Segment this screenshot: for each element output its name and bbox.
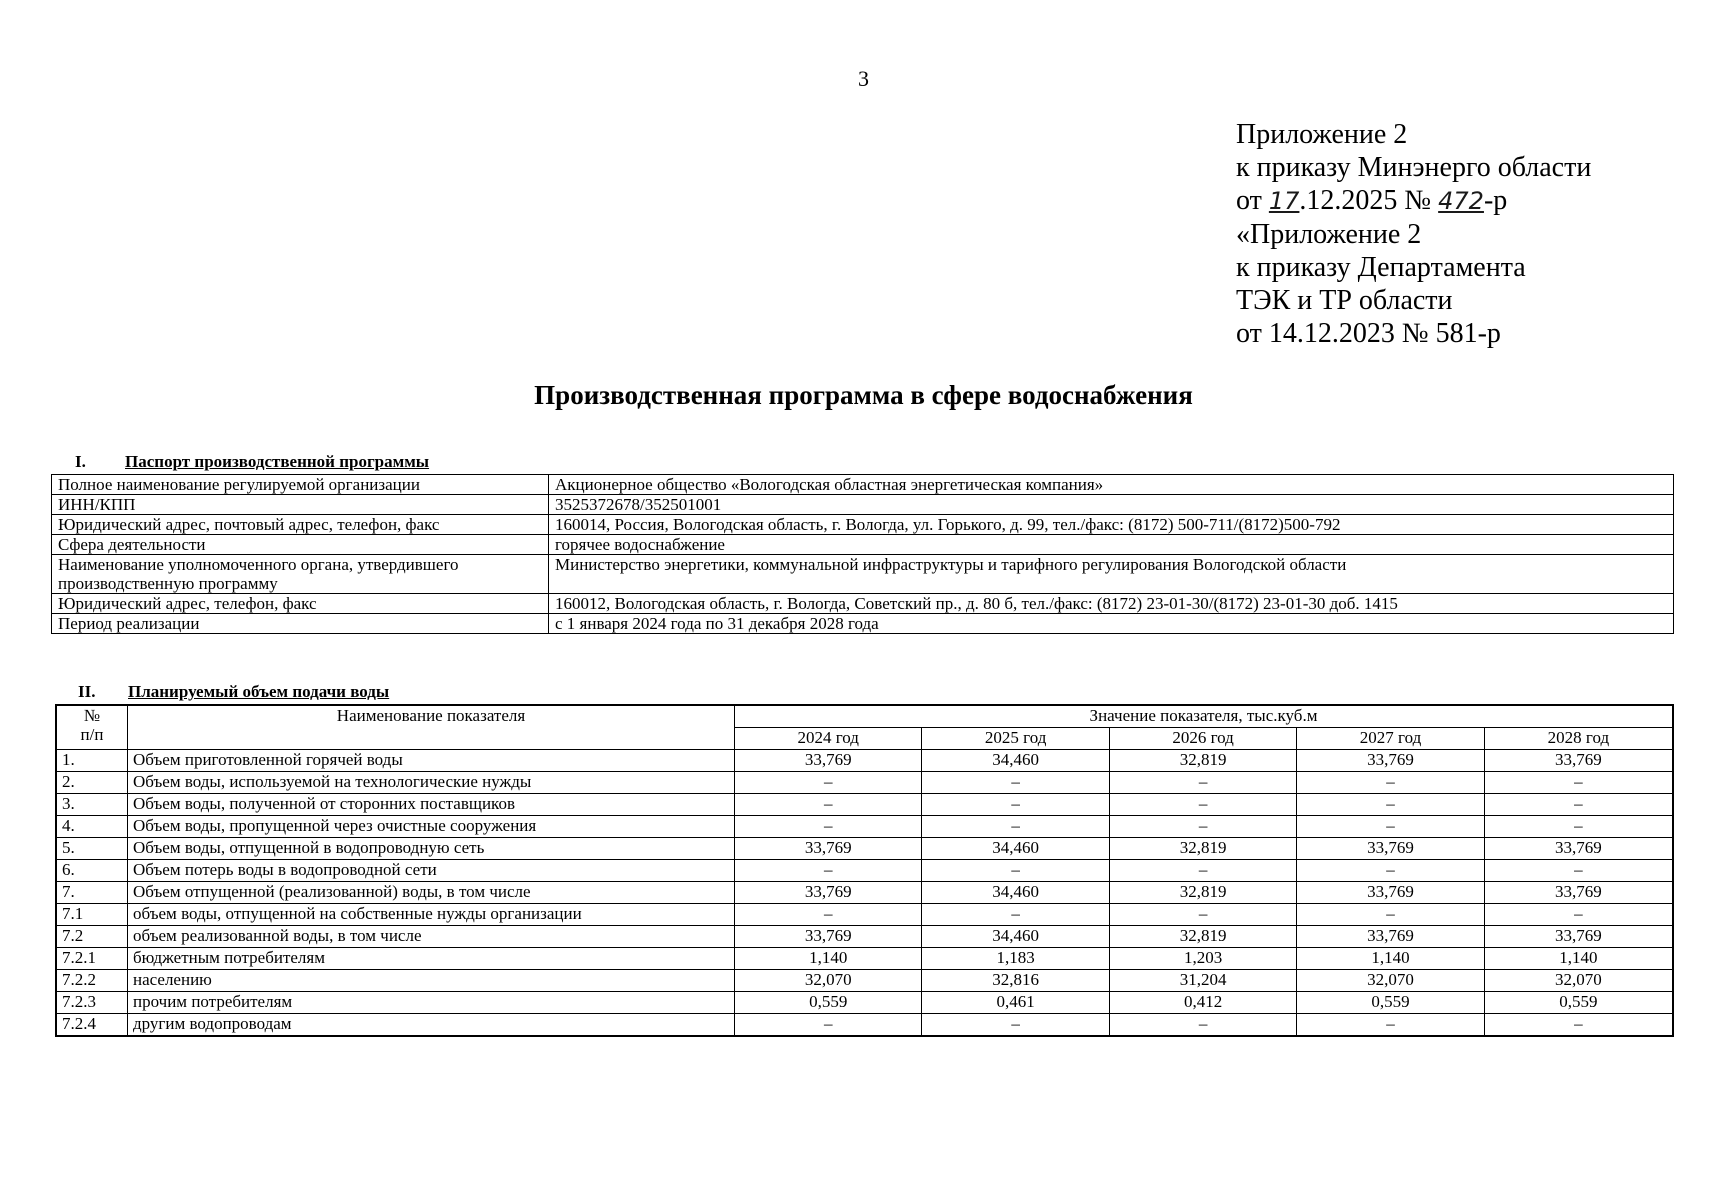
row-value: – xyxy=(922,772,1109,794)
passport-value: 3525372678/352501001 xyxy=(549,495,1674,515)
row-value: 33,769 xyxy=(1484,882,1673,904)
table-row xyxy=(56,992,1673,1014)
row-number: 5. xyxy=(56,838,128,860)
appendix-order-prefix: от xyxy=(1236,185,1269,216)
section-2-title: Планируемый объем подачи воды xyxy=(128,682,390,701)
row-value: – xyxy=(922,904,1109,926)
row-value: 33,769 xyxy=(735,926,922,948)
row-value: 33,769 xyxy=(1297,838,1484,860)
row-value: – xyxy=(1297,1014,1484,1037)
passport-value: горячее водоснабжение xyxy=(549,535,1674,555)
row-value: 33,769 xyxy=(735,882,922,904)
table-row xyxy=(56,794,1673,816)
row-value: 33,769 xyxy=(1297,926,1484,948)
passport-row xyxy=(52,614,1674,634)
row-value: – xyxy=(1484,1014,1673,1037)
appendix-line: к приказу Минэнерго области xyxy=(1236,152,1592,183)
passport-row xyxy=(52,495,1674,515)
row-value: 32,070 xyxy=(1484,970,1673,992)
passport-label: Сфера деятельности xyxy=(52,535,549,555)
row-value: 33,769 xyxy=(1297,882,1484,904)
row-value: 33,769 xyxy=(735,750,922,772)
page-number: 3 xyxy=(858,66,869,91)
appendix-line: от 14.12.2023 № 581-р xyxy=(1236,318,1501,349)
column-header-year: 2026 год xyxy=(1109,728,1296,750)
passport-table xyxy=(51,474,1674,634)
appendix-order-line xyxy=(1236,184,1591,218)
row-value: – xyxy=(1484,794,1673,816)
row-value: 34,460 xyxy=(922,926,1109,948)
row-indicator-name: Объем потерь воды в водопроводной сети xyxy=(128,860,735,882)
passport-row xyxy=(52,475,1674,495)
table-row xyxy=(56,838,1673,860)
row-value: – xyxy=(922,860,1109,882)
row-value: – xyxy=(1484,816,1673,838)
column-header-year: 2024 год xyxy=(735,728,922,750)
row-value: 1,140 xyxy=(735,948,922,970)
row-value: – xyxy=(1109,816,1296,838)
column-header-year: 2027 год xyxy=(1297,728,1484,750)
row-value: – xyxy=(1109,904,1296,926)
table-row xyxy=(56,970,1673,992)
passport-row xyxy=(52,594,1674,614)
passport-label: ИНН/КПП xyxy=(52,495,549,515)
row-indicator-name: объем воды, отпущенной на собственные нужды организации xyxy=(128,904,735,926)
passport-label: Юридический адрес, почтовый адрес, телефон, факс xyxy=(52,515,549,535)
passport-label: Юридический адрес, телефон, факс xyxy=(52,594,549,614)
table-row xyxy=(56,882,1673,904)
row-value: – xyxy=(1297,904,1484,926)
row-value: 32,819 xyxy=(1109,750,1296,772)
row-indicator-name: бюджетным потребителям xyxy=(128,948,735,970)
passport-row xyxy=(52,515,1674,535)
row-value: 33,769 xyxy=(1484,750,1673,772)
row-value: – xyxy=(1109,772,1296,794)
passport-label: Полное наименование регулируемой организации xyxy=(52,475,549,495)
row-value: – xyxy=(1297,794,1484,816)
row-value: – xyxy=(1484,904,1673,926)
row-value: 33,769 xyxy=(735,838,922,860)
table-row xyxy=(56,860,1673,882)
row-value: 31,204 xyxy=(1109,970,1296,992)
row-value: – xyxy=(1297,816,1484,838)
appendix-line: «Приложение 2 xyxy=(1236,219,1422,250)
row-value: – xyxy=(735,794,922,816)
table-row xyxy=(56,750,1673,772)
row-indicator-name: Объем приготовленной горячей воды xyxy=(128,750,735,772)
row-value: – xyxy=(735,816,922,838)
row-value: 33,769 xyxy=(1484,838,1673,860)
appendix-block xyxy=(1236,118,1591,350)
row-value: 1,140 xyxy=(1297,948,1484,970)
row-value: 1,203 xyxy=(1109,948,1296,970)
row-number: 7.1 xyxy=(56,904,128,926)
row-value: – xyxy=(735,904,922,926)
row-value: 34,460 xyxy=(922,750,1109,772)
passport-row xyxy=(52,535,1674,555)
row-value: 32,819 xyxy=(1109,882,1296,904)
row-indicator-name: Объем воды, используемой на технологические нужды xyxy=(128,772,735,794)
column-header-year: 2028 год xyxy=(1484,728,1673,750)
passport-value: 160012, Вологодская область, г. Вологда, Советский пр., д. 80 б, тел./факс: (8172) 23-01-30/(8172) 23-01-30 доб. 1415 xyxy=(549,594,1674,614)
row-value: 33,769 xyxy=(1297,750,1484,772)
row-value: – xyxy=(1297,772,1484,794)
row-value: – xyxy=(1484,772,1673,794)
row-value: 32,070 xyxy=(1297,970,1484,992)
row-number: 7.2.2 xyxy=(56,970,128,992)
column-header-value: Значение показателя, тыс.куб.м xyxy=(735,705,1674,728)
row-number: 7.2.4 xyxy=(56,1014,128,1037)
table-row xyxy=(56,772,1673,794)
row-number: 7.2.3 xyxy=(56,992,128,1014)
row-value: 34,460 xyxy=(922,882,1109,904)
table-header-row xyxy=(56,705,1673,728)
row-number: 1. xyxy=(56,750,128,772)
passport-value: Министерство энергетики, коммунальной инфраструктуры и тарифного регулирования Вологодской области xyxy=(549,555,1674,594)
passport-row xyxy=(52,555,1674,594)
row-number: 2. xyxy=(56,772,128,794)
row-indicator-name: Объем воды, полученной от сторонних поставщиков xyxy=(128,794,735,816)
row-value: – xyxy=(1297,860,1484,882)
row-value: 32,819 xyxy=(1109,838,1296,860)
row-value: 1,183 xyxy=(922,948,1109,970)
table-row xyxy=(56,926,1673,948)
row-value: – xyxy=(735,772,922,794)
row-number: 6. xyxy=(56,860,128,882)
section-2-heading xyxy=(78,682,389,702)
row-value: – xyxy=(735,860,922,882)
section-2-number: II. xyxy=(78,682,96,701)
row-number: 7. xyxy=(56,882,128,904)
row-value: – xyxy=(1109,860,1296,882)
row-value: – xyxy=(735,1014,922,1037)
appendix-line: к приказу Департамента xyxy=(1236,252,1526,283)
section-1-number: I. xyxy=(75,452,86,471)
column-header-year: 2025 год xyxy=(922,728,1109,750)
table-row xyxy=(56,904,1673,926)
table-row xyxy=(56,816,1673,838)
row-indicator-name: Объем отпущенной (реализованной) воды, в том числе xyxy=(128,882,735,904)
row-indicator-name: прочим потребителям xyxy=(128,992,735,1014)
row-value: – xyxy=(922,1014,1109,1037)
row-value: 0,559 xyxy=(1484,992,1673,1014)
table-row xyxy=(56,948,1673,970)
appendix-line: Приложение 2 xyxy=(1236,119,1408,150)
row-value: 32,816 xyxy=(922,970,1109,992)
handwritten-day: 17 xyxy=(1268,187,1300,215)
passport-value: 160014, Россия, Вологодская область, г. Вологда, ул. Горького, д. 99, тел./факс: (8172) 500-711/(8172)500-792 xyxy=(549,515,1674,535)
row-value: 1,140 xyxy=(1484,948,1673,970)
row-value: 33,769 xyxy=(1484,926,1673,948)
row-value: 34,460 xyxy=(922,838,1109,860)
water-volume-table xyxy=(55,704,1674,1037)
document-title: Производственная программа в сфере водоснабжения xyxy=(534,380,1193,410)
row-indicator-name: Объем воды, отпущенной в водопроводную сеть xyxy=(128,838,735,860)
appendix-line: ТЭК и ТР области xyxy=(1236,285,1453,316)
column-header-number: № п/п xyxy=(56,705,128,750)
row-value: 32,070 xyxy=(735,970,922,992)
row-indicator-name: Объем воды, пропущенной через очистные сооружения xyxy=(128,816,735,838)
row-value: – xyxy=(1109,794,1296,816)
section-1-heading xyxy=(75,452,429,472)
row-value: – xyxy=(1109,1014,1296,1037)
section-1-title: Паспорт производственной программы xyxy=(125,452,430,471)
passport-label: Период реализации xyxy=(52,614,549,634)
row-indicator-name: другим водопроводам xyxy=(128,1014,735,1037)
row-number: 7.2 xyxy=(56,926,128,948)
appendix-order-suffix: -р xyxy=(1483,185,1508,216)
passport-value: с 1 января 2024 года по 31 декабря 2028 года xyxy=(549,614,1674,634)
row-value: – xyxy=(1484,860,1673,882)
handwritten-order-number: 472 xyxy=(1438,187,1484,215)
row-value: 0,559 xyxy=(735,992,922,1014)
row-value: 0,461 xyxy=(922,992,1109,1014)
passport-value: Акционерное общество «Вологодская областная энергетическая компания» xyxy=(549,475,1674,495)
row-indicator-name: населению xyxy=(128,970,735,992)
row-value: 0,559 xyxy=(1297,992,1484,1014)
table-row xyxy=(56,1014,1673,1037)
row-indicator-name: объем реализованной воды, в том числе xyxy=(128,926,735,948)
column-header-name: Наименование показателя xyxy=(128,705,735,750)
row-value: – xyxy=(922,816,1109,838)
row-number: 3. xyxy=(56,794,128,816)
row-value: 32,819 xyxy=(1109,926,1296,948)
row-value: – xyxy=(922,794,1109,816)
row-number: 4. xyxy=(56,816,128,838)
appendix-order-mid: .12.2025 № xyxy=(1299,185,1439,216)
row-number: 7.2.1 xyxy=(56,948,128,970)
row-value: 0,412 xyxy=(1109,992,1296,1014)
passport-label: Наименование уполномоченного органа, утвердившего производственную программу xyxy=(52,555,549,594)
